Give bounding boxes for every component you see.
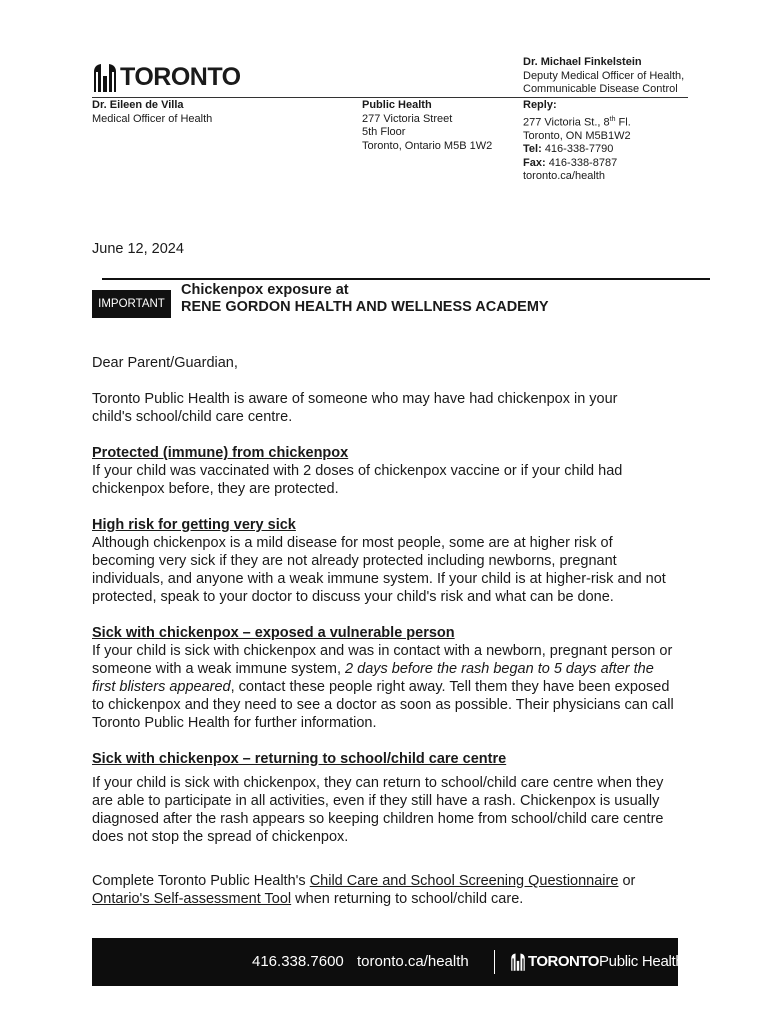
section-body: If your child is sick with chickenpox and was in contact with a newborn, pregnant person or someone with a weak immune system, 2 days before the rash began to 5 days after the first blisters appeared, contact these people right away. Tell them they have been exposed to chickenpox and they need to see a doctor as soon as possible. Their physicians can call Toronto Public Health for further information.: [92, 643, 674, 731]
address-line: 277 Victoria Street: [362, 112, 453, 125]
section-body: If your child was vaccinated with 2 doses of chickenpox vaccine or if your child had chickenpox before, they are protected.: [92, 463, 623, 497]
important-badge: IMPORTANT: [92, 290, 171, 318]
greeting: Dear Parent/Guardian,: [92, 355, 238, 371]
reply-web: toronto.ca/health: [523, 170, 605, 183]
deputy-title-line: Communicable Disease Control: [523, 83, 678, 95]
city-hall-icon: [92, 62, 118, 92]
toronto-logo: [92, 60, 241, 94]
notice-line-2: RENE GORDON HEALTH AND WELLNESS ACADEMY: [181, 299, 549, 315]
reply-label: Reply:: [523, 99, 557, 111]
deputy-title-line: Deputy Medical Officer of Health,: [523, 69, 685, 82]
reply-tel: Tel: 416-338-7790: [523, 143, 614, 156]
screening-questionnaire-link[interactable]: Child Care and School Screening Questionnaire: [309, 873, 619, 889]
footer-logo: TORONTOPublic Health: [528, 953, 684, 970]
section-protected: [92, 444, 667, 498]
letter-date: June 12, 2024: [92, 241, 184, 257]
address-line: 5th Floor: [362, 126, 406, 138]
address-line: Toronto, Ontario M5B 1W2: [362, 139, 493, 152]
section-vulnerable: [92, 624, 680, 732]
exposure-window: 2 days before the rash began to 5 days after the first blisters appeared: [92, 661, 654, 695]
section-heading: Sick with chickenpox – exposed a vulnerable person: [92, 625, 455, 641]
self-assessment-tool-link[interactable]: Ontario's Self-assessment Tool: [92, 891, 292, 907]
section-body: If your child is sick with chickenpox, they can return to school/child care centre when they are able to participate in all activities, even if they still have a rash. Chickenpox is usually diagnosed after the rash appears so keeping children home from school/child care centre does not stop the spread of chickenpox.: [92, 775, 664, 845]
notice-line-1: Chickenpox exposure at: [181, 282, 349, 298]
section-body: Although chickenpox is a mild disease for most people, some are at higher risk of becoming very sick if they are not already protected including newborns, pregnant individuals, and anyone with a weak immune system. If your child is at higher-risk and not protected, speak to your doctor to discuss your child's risk and what can be done.: [92, 535, 666, 605]
reply-address-2: Toronto, ON M5B1W2: [523, 129, 631, 142]
intro-paragraph: Toronto Public Health is aware of someone who may have had chickenpox in your child's school/child care centre.: [92, 391, 618, 425]
logo-wordmark: TORONTO: [120, 63, 241, 91]
reply-block: [523, 99, 631, 184]
reply-fax: Fax: 416-338-8787: [523, 156, 618, 169]
footer-band: [92, 938, 684, 986]
footer-divider: [494, 950, 495, 974]
closing-paragraph: Complete Toronto Public Health's Child Care and School Screening Questionnaire or Ontario's Self-assessment Tool when returning to school/child care.: [92, 873, 636, 907]
footer-web: toronto.ca/health: [357, 953, 469, 970]
public-health-heading: Public Health: [362, 99, 432, 111]
section-heading: Protected (immune) from chickenpox: [92, 445, 349, 461]
section-returning: [92, 750, 672, 846]
officer-name: Dr. Eileen de Villa: [92, 99, 184, 111]
deputy-name: Dr. Michael Finkelstein: [523, 56, 642, 68]
notice-rule: [102, 278, 710, 280]
section-high-risk: [92, 516, 672, 606]
deputy-officer-block: [523, 56, 684, 97]
city-hall-icon: [510, 952, 526, 971]
letterhead-rule: [92, 97, 688, 98]
medical-officer-block: [92, 99, 212, 126]
reply-address-1: 277 Victoria St., 8th Fl.: [523, 115, 631, 129]
section-heading: Sick with chickenpox – returning to school/child care centre: [92, 751, 507, 767]
section-heading: High risk for getting very sick: [92, 517, 296, 533]
public-health-address: [362, 99, 492, 153]
footer-phone: 416.338.7600: [252, 953, 344, 970]
officer-title: Medical Officer of Health: [92, 112, 213, 125]
